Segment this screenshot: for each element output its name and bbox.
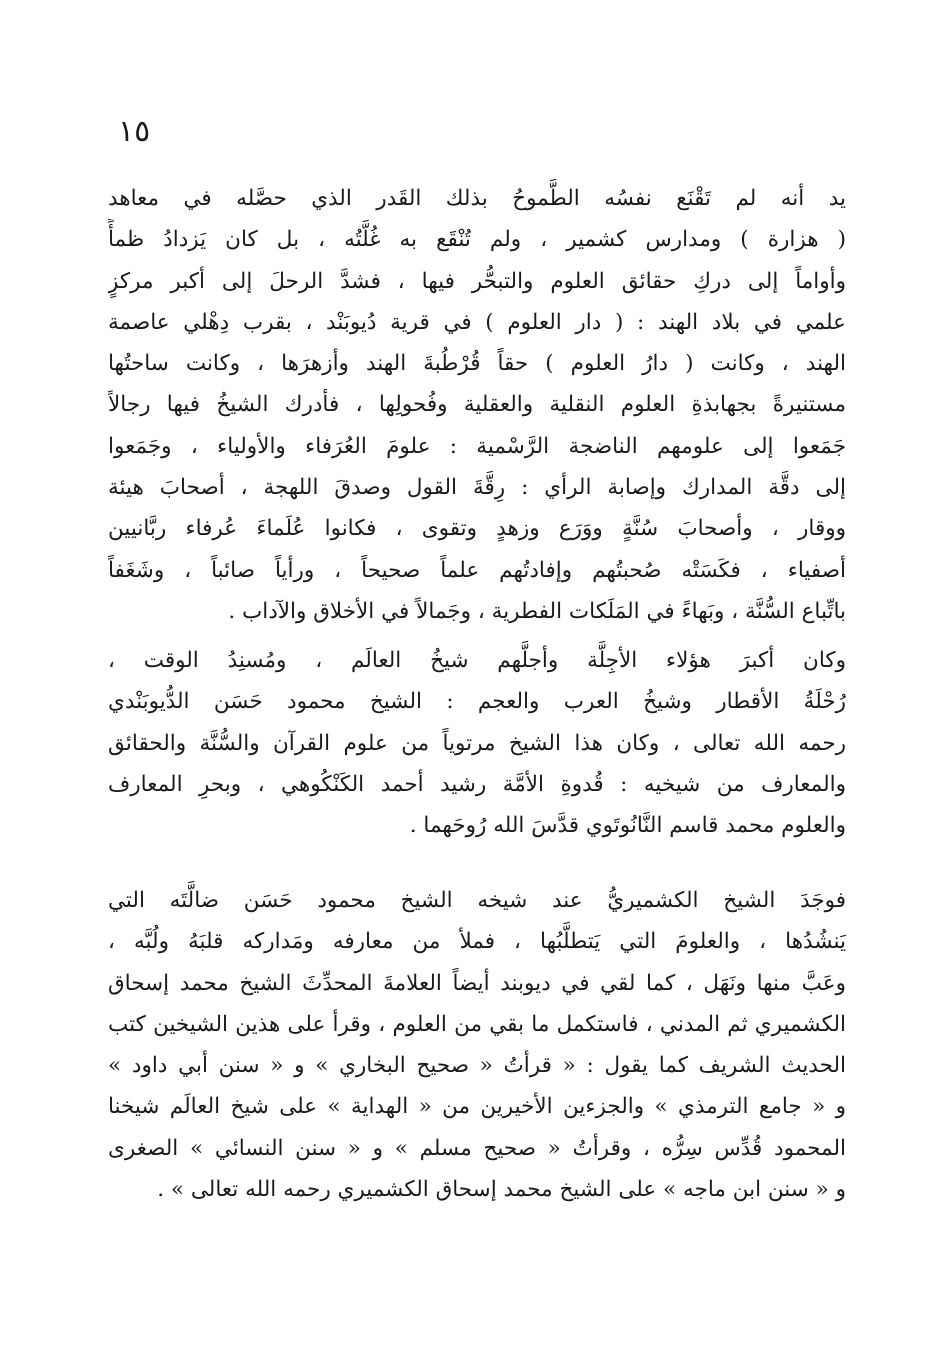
text-line: باتِّباع السُّنَّة ، وبَهاءً في المَلَكات الفطرية ، وجَمالاً في الأخلاق والآداب .	[228, 598, 846, 624]
text-line: وكان أكبرَ هؤلاء الأجِلَّة وأجلَّهم شيخُ العالَم ، ومُسنِدُ الوقت ،	[108, 648, 846, 673]
text-line: مستنيرةً بجهابذةِ العلوم النقلية والعقلية وفُحولِها ، فأدرك الشيخُ فيها رجالاً	[108, 392, 846, 418]
text-line: رحمه الله تعالى ، وكان هذا الشيخ مرتوياً من علوم القرآن والسُّنَّة والحقائق	[108, 730, 846, 756]
paragraph-2	[108, 640, 846, 846]
paragraph-3	[108, 880, 846, 1210]
text-line: ووقار ، وأصحابَ سُنَّةٍ ووَرَع وزهدٍ وتقوى ، فكانوا عُلَماءَ عُرفاء ربَّانيين	[108, 516, 846, 542]
text-line: الحديث الشريف كما يقول : « قرأتُ « صحيح البخاري » و « سنن أبي داود »	[108, 1053, 846, 1079]
text-line: والعلوم محمد قاسم النَّانُوتَوي قدَّسَ الله رُوحَهما .	[409, 813, 846, 839]
text-line: و « جامع الترمذي » والجزءين الأخيرين من « الهداية » على شيخ العالَم شيخنا	[108, 1094, 846, 1120]
text-line: رُحْلَةُ الأقطار وشيخُ العرب والعجم : الشيخ محمود حَسَن الدُّيوبَنْدي	[108, 689, 846, 715]
text-line: يد أنه لم تَقْنَع نفسُه الطَّموحُ بذلك القَدر الذي حصَّله في معاهد	[108, 186, 846, 211]
text-line: إلى دقَّة المدارك وإصابة الرأي : رِقَّةَ القول وصدقَ اللهجة ، أصحابَ هيئة	[108, 475, 846, 501]
text-line: وأواماً إلى دركِ حقائق العلوم والتبحُّر فيها ، فشدَّ الرحلَ إلى أكبر مركزٍ	[108, 268, 846, 294]
text-line: أصفياء ، فكَسَتْه صُحبتُهم وإفادتُهم علماً صحيحاً ، ورأياً صائباً ، وشَغَفاً	[108, 557, 846, 583]
paragraph-1	[108, 178, 846, 632]
page-number: ١٥	[118, 114, 151, 149]
text-line: ( هزارة ) ومدارس كشمير ، ولم تُنْقَع به غُلَّتُه ، بل كان يَزدادُ ظمأً	[108, 227, 846, 253]
text-line: علمي في بلاد الهند : ( دار العلوم ) في قرية دُيوبَنْد ، بقرب دِهْلي عاصمة	[108, 309, 846, 335]
text-line: الكشميري ثم المدني ، فاستكمل ما بقي من العلوم ، وقرأ على هذين الشيخين كتب	[108, 1011, 846, 1037]
text-line: فوجَدَ الشيخ الكشميريُّ عند شيخه الشيخ محمود حَسَن ضالَّتَه التي	[108, 888, 846, 913]
text-line: والمعارف من شيخيه : قُدوةِ الأمَّة رشيد أحمد الكَنْكُوهي ، وبحرِ المعارف	[108, 771, 846, 797]
text-line: وعَبَّ منها ونَهَل ، كما لقي في ديوبند أيضاً العلامةَ المحدِّثَ الشيخ محمد إسحاق	[108, 970, 846, 996]
text-line: يَنشُدُها ، والعلومَ التي يَتطلَّبُها ، فملأ من معارفه ومَداركه قلبَهُ ولُبَّه ،	[108, 929, 846, 955]
text-line: و « سنن ابن ماجه » على الشيخ محمد إسحاق الكشميري رحمه الله تعالى » .	[157, 1177, 846, 1203]
text-line: المحمود قُدِّس سِرُّه ، وقرأتُ « صحيح مسلم » و « سنن النسائي » الصغرى	[108, 1135, 846, 1161]
text-line: الهند ، وكانت ( دارُ العلوم ) حقاً قُرْطُبةَ الهند وأزهرَها ، وكانت ساحتُها	[108, 351, 846, 377]
text-line: جَمَعوا إلى علومهم الناضجة الرَّسْمية : علومَ العُرَفاء والأولياء ، وجَمَعوا	[108, 433, 846, 459]
